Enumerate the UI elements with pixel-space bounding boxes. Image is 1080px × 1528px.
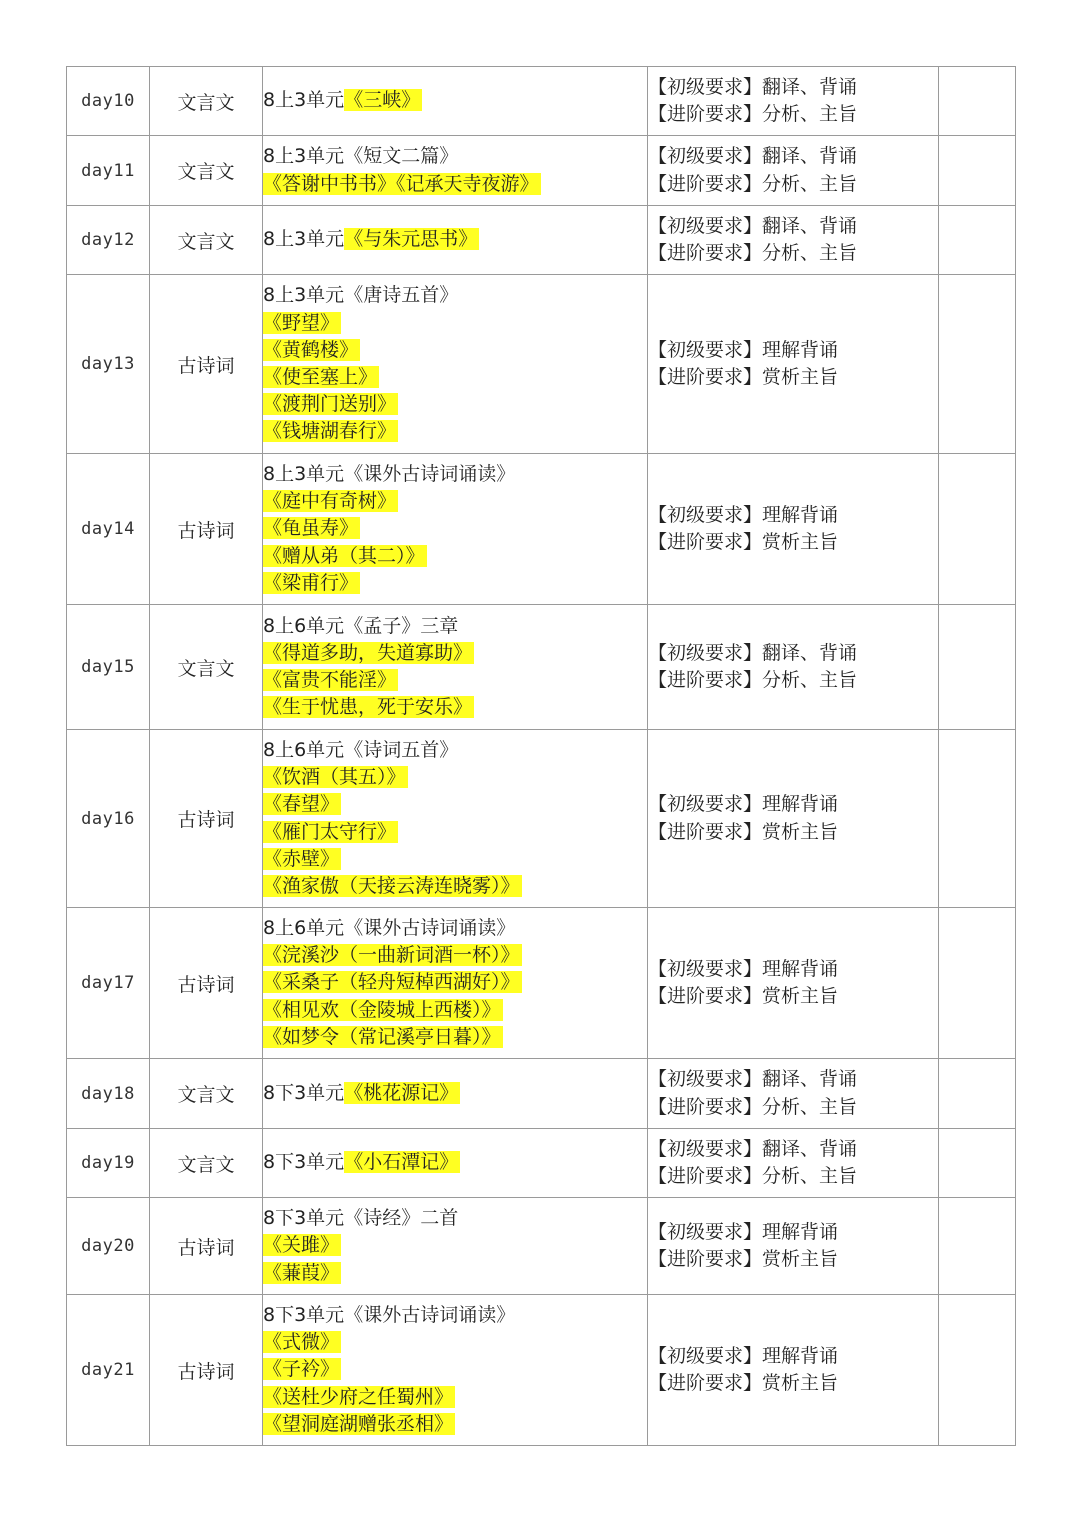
study-plan-table <box>66 66 1016 1446</box>
basic-requirement: 【初级要求】理解背诵 <box>648 957 839 980</box>
table-row <box>67 275 1016 454</box>
text-item-line <box>263 1260 647 1287</box>
day-cell: day20 <box>67 1198 150 1295</box>
highlighted-text-title: 《饮酒（其五）》 <box>263 766 406 789</box>
text-item-line <box>263 1232 647 1259</box>
unit-label: 8下3单元 <box>263 1303 345 1326</box>
highlighted-text-title: 《富贵不能淫》 <box>263 669 397 691</box>
highlighted-text-title: 《答谢中书书》《记承天寺夜游》 <box>263 172 539 195</box>
basic-requirement: 【初级要求】理解背诵 <box>648 793 839 816</box>
content-cell <box>263 1129 648 1198</box>
requirements-cell <box>648 1059 939 1129</box>
unit-title: 《诗词五首》 <box>344 738 459 761</box>
text-item-line <box>263 969 647 996</box>
basic-requirement: 【初级要求】翻译、背诵 <box>648 641 858 664</box>
requirements-cell <box>648 730 939 908</box>
content-cell <box>263 730 648 908</box>
text-type-cell: 古诗词 <box>150 454 263 605</box>
advanced-requirement: 【进阶要求】分析、主旨 <box>648 1165 858 1187</box>
checkbox-column-cell <box>939 136 1016 206</box>
highlighted-text-title: 《子衿》 <box>263 1358 340 1381</box>
highlighted-text-title: 《梁甫行》 <box>263 571 359 594</box>
basic-requirement: 【初级要求】翻译、背诵 <box>648 1068 858 1091</box>
checkbox-column-cell <box>939 1295 1016 1446</box>
unit-line <box>263 613 647 640</box>
checkbox-column-cell <box>939 275 1016 454</box>
unit-label: 8下3单元 <box>263 1081 345 1104</box>
study-plan-table-body <box>67 67 1016 1446</box>
text-item-line <box>263 310 647 337</box>
text-type-cell: 古诗词 <box>150 275 263 454</box>
highlighted-text-title: 《与朱元思书》 <box>344 228 478 251</box>
requirements-cell <box>648 1295 939 1446</box>
advanced-requirement: 【进阶要求】分析、主旨 <box>648 172 858 195</box>
text-type-cell: 文言文 <box>150 67 263 136</box>
highlighted-text-title: 《渡荆门送别》 <box>263 393 397 416</box>
unit-line <box>263 1205 647 1232</box>
advanced-requirement: 【进阶要求】赏析主旨 <box>648 1372 839 1394</box>
text-type-cell: 古诗词 <box>150 1198 263 1295</box>
basic-requirement: 【初级要求】理解背诵 <box>648 503 839 526</box>
unit-line <box>263 915 647 942</box>
advanced-requirement: 【进阶要求】赏析主旨 <box>648 366 839 388</box>
checkbox-column-cell <box>939 206 1016 275</box>
content-cell <box>263 1198 648 1295</box>
highlighted-text-title: 《关雎》 <box>263 1234 340 1257</box>
highlighted-text-title: 《庭中有奇树》 <box>263 490 397 513</box>
requirements-cell <box>648 136 939 206</box>
basic-requirement: 【初级要求】理解背诵 <box>648 1344 839 1367</box>
requirements-cell <box>648 1198 939 1295</box>
unit-line <box>263 1302 647 1329</box>
unit-label: 8上6单元 <box>263 614 345 637</box>
highlighted-text-title: 《赠从弟（其二）》 <box>263 544 425 567</box>
unit-label: 8上3单元 <box>263 228 345 251</box>
text-item-line <box>263 543 647 570</box>
day-cell: day16 <box>67 730 150 908</box>
highlighted-text-title: 《钱塘湖春行》 <box>263 420 397 443</box>
highlighted-text-title: 《雁门太守行》 <box>263 820 397 843</box>
requirements-cell <box>648 605 939 730</box>
content-cell <box>263 67 648 136</box>
text-item-line <box>263 764 647 791</box>
advanced-requirement: 【进阶要求】赏析主旨 <box>648 820 839 843</box>
checkbox-column-cell <box>939 1059 1016 1129</box>
advanced-requirement: 【进阶要求】赏析主旨 <box>648 531 839 553</box>
requirements-cell <box>648 1129 939 1198</box>
unit-title: 《短文二篇》 <box>344 145 459 168</box>
highlighted-text-title: 《桃花源记》 <box>344 1081 459 1104</box>
text-item-line <box>263 488 647 515</box>
highlighted-text-title: 《望洞庭湖赠张丞相》 <box>263 1412 454 1435</box>
unit-line <box>263 1149 647 1176</box>
highlighted-text-title: 《春望》 <box>263 793 340 816</box>
content-cell <box>263 206 648 275</box>
text-item-line <box>263 570 647 597</box>
text-item-line <box>263 171 647 198</box>
unit-label: 8上3单元 <box>263 145 345 168</box>
highlighted-text-title: 《黄鹤楼》 <box>263 338 359 361</box>
basic-requirement: 【初级要求】翻译、背诵 <box>648 145 858 168</box>
checkbox-column-cell <box>939 1129 1016 1198</box>
text-type-cell: 古诗词 <box>150 730 263 908</box>
day-cell: day12 <box>67 206 150 275</box>
unit-line <box>263 282 647 309</box>
unit-title: 《课外古诗词诵读》 <box>344 1303 516 1326</box>
checkbox-column-cell <box>939 730 1016 908</box>
text-item-line <box>263 337 647 364</box>
text-item-line <box>263 997 647 1024</box>
day-cell: day11 <box>67 136 150 206</box>
day-cell: day17 <box>67 908 150 1059</box>
text-type-cell: 文言文 <box>150 136 263 206</box>
unit-title: 《课外古诗词诵读》 <box>344 462 516 485</box>
day-cell: day18 <box>67 1059 150 1129</box>
highlighted-text-title: 《小石潭记》 <box>344 1151 459 1174</box>
study-plan-sheet <box>66 66 1016 1446</box>
text-item-line <box>263 694 647 721</box>
text-item-line <box>263 819 647 846</box>
highlighted-text-title: 《浣溪沙（一曲新词酒一杯）》 <box>263 944 520 967</box>
unit-label: 8上6单元 <box>263 738 345 761</box>
basic-requirement: 【初级要求】翻译、背诵 <box>648 1137 858 1160</box>
text-item-line <box>263 667 647 694</box>
requirements-cell <box>648 275 939 454</box>
advanced-requirement: 【进阶要求】赏析主旨 <box>648 985 839 1007</box>
highlighted-text-title: 《得道多助，失道寡助》 <box>263 641 473 664</box>
day-cell: day15 <box>67 605 150 730</box>
content-cell <box>263 454 648 605</box>
text-type-cell: 文言文 <box>150 605 263 730</box>
table-row <box>67 605 1016 730</box>
day-cell: day13 <box>67 275 150 454</box>
advanced-requirement: 【进阶要求】分析、主旨 <box>648 103 858 125</box>
highlighted-text-title: 《如梦令（常记溪亭日暮）》 <box>263 1025 501 1048</box>
unit-label: 8上3单元 <box>263 462 345 485</box>
unit-line <box>263 87 647 114</box>
highlighted-text-title: 《使至塞上》 <box>263 366 378 388</box>
checkbox-column-cell <box>939 67 1016 136</box>
table-row <box>67 454 1016 605</box>
highlighted-text-title: 《送杜少府之任蜀州》 <box>263 1385 454 1408</box>
requirements-cell <box>648 206 939 275</box>
table-row <box>67 67 1016 136</box>
unit-label: 8下3单元 <box>263 1151 345 1174</box>
highlighted-text-title: 《生于忧患，死于安乐》 <box>263 696 473 719</box>
content-cell <box>263 908 648 1059</box>
text-item-line <box>263 1329 647 1356</box>
text-type-cell: 文言文 <box>150 206 263 275</box>
unit-line <box>263 461 647 488</box>
basic-requirement: 【初级要求】翻译、背诵 <box>648 214 858 237</box>
highlighted-text-title: 《式微》 <box>263 1331 340 1354</box>
unit-line <box>263 143 647 170</box>
unit-line <box>263 1080 647 1107</box>
requirements-cell <box>648 67 939 136</box>
text-item-line <box>263 1024 647 1051</box>
checkbox-column-cell <box>939 605 1016 730</box>
highlighted-text-title: 《相见欢（金陵城上西楼）》 <box>263 998 501 1021</box>
highlighted-text-title: 《赤壁》 <box>263 847 340 870</box>
advanced-requirement: 【进阶要求】赏析主旨 <box>648 1248 839 1270</box>
advanced-requirement: 【进阶要求】分析、主旨 <box>648 1095 858 1118</box>
unit-label: 8上6单元 <box>263 916 345 939</box>
text-item-line <box>263 515 647 542</box>
text-item-line <box>263 846 647 873</box>
table-row <box>67 1129 1016 1198</box>
text-type-cell: 文言文 <box>150 1059 263 1129</box>
content-cell <box>263 275 648 454</box>
table-row <box>67 136 1016 206</box>
basic-requirement: 【初级要求】理解背诵 <box>648 338 839 361</box>
text-type-cell: 古诗词 <box>150 908 263 1059</box>
advanced-requirement: 【进阶要求】分析、主旨 <box>648 242 858 264</box>
checkbox-column-cell <box>939 454 1016 605</box>
table-row <box>67 1295 1016 1446</box>
content-cell <box>263 1059 648 1129</box>
text-item-line <box>263 640 647 667</box>
checkbox-column-cell <box>939 908 1016 1059</box>
unit-label: 8上3单元 <box>263 89 345 112</box>
day-cell: day14 <box>67 454 150 605</box>
highlighted-text-title: 《野望》 <box>263 311 340 334</box>
text-item-line <box>263 873 647 900</box>
advanced-requirement: 【进阶要求】分析、主旨 <box>648 669 858 691</box>
text-item-line <box>263 364 647 391</box>
day-cell: day21 <box>67 1295 150 1446</box>
text-item-line <box>263 391 647 418</box>
highlighted-text-title: 《龟虽寿》 <box>263 517 359 540</box>
basic-requirement: 【初级要求】理解背诵 <box>648 1220 839 1243</box>
content-cell <box>263 605 648 730</box>
highlighted-text-title: 《三峡》 <box>344 89 421 112</box>
unit-title: 《唐诗五首》 <box>344 284 459 307</box>
text-item-line <box>263 1384 647 1411</box>
content-cell <box>263 1295 648 1446</box>
text-item-line <box>263 1356 647 1383</box>
table-row <box>67 206 1016 275</box>
unit-title: 《孟子》三章 <box>344 614 459 637</box>
table-row <box>67 730 1016 908</box>
text-item-line <box>263 791 647 818</box>
text-type-cell: 古诗词 <box>150 1295 263 1446</box>
day-cell: day19 <box>67 1129 150 1198</box>
basic-requirement: 【初级要求】翻译、背诵 <box>648 75 858 98</box>
requirements-cell <box>648 454 939 605</box>
table-row <box>67 1059 1016 1129</box>
text-item-line <box>263 1411 647 1438</box>
text-type-cell: 文言文 <box>150 1129 263 1198</box>
checkbox-column-cell <box>939 1198 1016 1295</box>
unit-line <box>263 737 647 764</box>
unit-title: 《课外古诗词诵读》 <box>344 916 516 939</box>
highlighted-text-title: 《蒹葭》 <box>263 1261 340 1284</box>
unit-line <box>263 226 647 253</box>
text-item-line <box>263 942 647 969</box>
unit-label: 8下3单元 <box>263 1207 345 1230</box>
highlighted-text-title: 《渔家傲（天接云涛连晓雾）》 <box>263 874 520 897</box>
requirements-cell <box>648 908 939 1059</box>
text-item-line <box>263 418 647 445</box>
unit-title: 《诗经》二首 <box>344 1207 459 1230</box>
day-cell: day10 <box>67 67 150 136</box>
content-cell <box>263 136 648 206</box>
table-row <box>67 908 1016 1059</box>
unit-label: 8上3单元 <box>263 284 345 307</box>
table-row <box>67 1198 1016 1295</box>
highlighted-text-title: 《采桑子（轻舟短棹西湖好）》 <box>263 971 520 994</box>
